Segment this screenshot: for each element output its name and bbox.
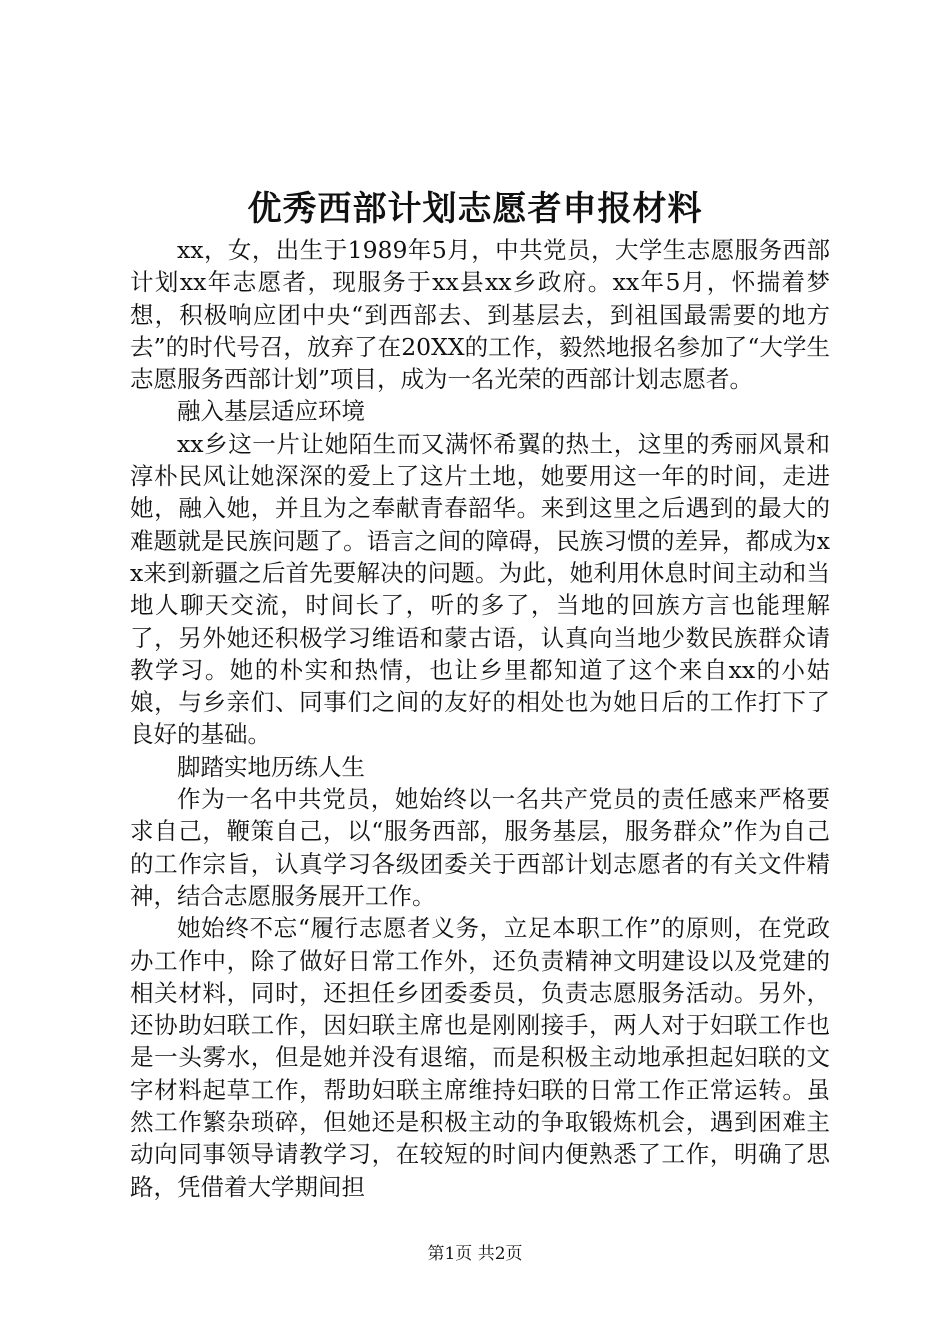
- section-heading-practice: 脚踏实地历练人生: [177, 752, 365, 781]
- page-footer: 第1页 共2页: [427, 1244, 523, 1264]
- document-title: 优秀西部计划志愿者申报材料: [247, 189, 703, 229]
- paragraph-party-member: 作为一名中共党员，她始终以一名共产党员的责任感来严格要求自己，鞭策自己，以“服务西部，服务基层，服务群众”作为自己的工作宗旨，认真学习各级团委关于西部计划志愿者的有关文件精神，结合志愿服务展开工作。: [130, 785, 830, 910]
- paragraph-intro: xx，女，出生于1989年5月，中共党员，大学生志愿服务西部计划xx年志愿者，现服务于xx县xx乡政府。xx年5月，怀揣着梦想，积极响应团中央“到西部去、到基层去，到祖国最需要的地方去”的时代号召，放弃了在20XX的工作，毅然地报名参加了“大学生志愿服务西部计划”项目，成为一名光荣的西部计划志愿者。: [130, 236, 830, 394]
- section-heading-adapt: 融入基层适应环境: [177, 397, 365, 426]
- paragraph-duties: 她始终不忘“履行志愿者义务，立足本职工作”的原则，在党政办工作中，除了做好日常工作外，还负责精神文明建设以及党建的相关材料，同时，还担任乡团委委员，负责志愿服务活动。另外，还协助妇联工作，因妇联主席也是刚刚接手，两人对于妇联工作也是一头雾水，但是她并没有退缩，而是积极主动地承担起妇联的文字材料起草工作，帮助妇联主席维持妇联的日常工作正常运转。虽然工作繁杂琐碎，但她还是积极主动的争取锻炼机会，遇到困难主动向同事领导请教学习，在较短的时间内便熟悉了工作，明确了思路，凭借着大学期间担: [130, 914, 830, 1201]
- paragraph-adapt: xx乡这一片让她陌生而又满怀希翼的热土，这里的秀丽风景和淳朴民风让她深深的爱上了这片土地，她要用这一年的时间，走进她，融入她，并且为之奉献青春韶华。来到这里之后遇到的最大的难题就是民族问题了。语言之间的障碍，民族习惯的差异，都成为xx来到新疆之后首先要解决的问题。为此，她利用休息时间主动和当地人聊天交流，时间长了，听的多了，当地的回族方言也能理解了，另外她还积极学习维语和蒙古语，认真向当地少数民族群众请教学习。她的朴实和热情，也让乡里都知道了这个来自xx的小姑娘，与乡亲们、同事们之间的友好的相处也为她日后的工作打下了良好的基础。: [130, 429, 830, 749]
- document-body: [130, 234, 830, 1203]
